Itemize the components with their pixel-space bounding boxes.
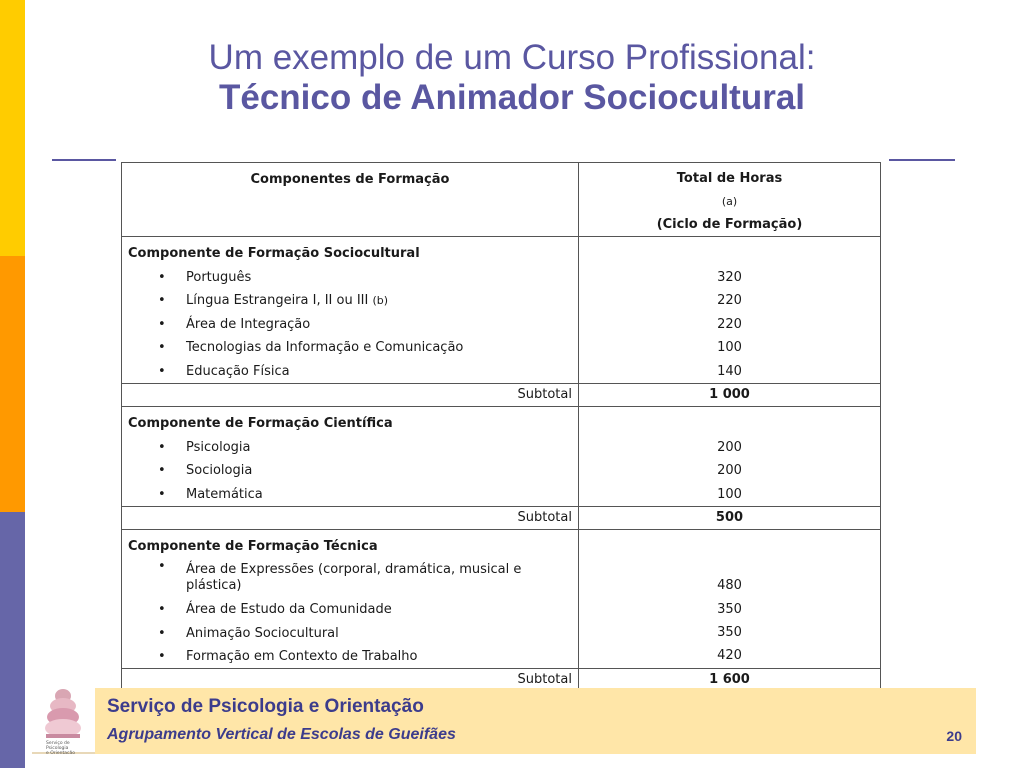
section-cell bbox=[122, 530, 579, 669]
hours-value: 320 bbox=[717, 270, 742, 285]
section-name: Componente de Formação Técnica bbox=[128, 539, 378, 555]
section-items bbox=[128, 559, 578, 668]
subtotal-row bbox=[122, 507, 881, 530]
section-name: Componente de Formação Científica bbox=[128, 416, 393, 432]
table-header-row bbox=[122, 163, 881, 237]
section-items bbox=[128, 266, 578, 383]
slide-title-line2: Técnico de Animador Sociocultural bbox=[218, 78, 806, 117]
list-item: • Área de Estudo da Comunidade bbox=[128, 598, 578, 621]
course-table bbox=[121, 162, 881, 715]
subtotal-row bbox=[122, 384, 881, 407]
header-hours bbox=[579, 163, 881, 237]
hours-value: 100 bbox=[717, 486, 742, 502]
subtotal-value: 1 000 bbox=[579, 384, 881, 407]
hours-value: 350 bbox=[717, 601, 742, 617]
list-item: • Área de Expressões (corporal, dramática, musical e plástica) bbox=[128, 559, 578, 598]
hours-value: 140 bbox=[717, 363, 742, 379]
section-cell bbox=[122, 407, 579, 507]
list-item: • Tecnologias da Informação e Comunicação bbox=[128, 336, 578, 359]
header-hours-label: Total de Horas bbox=[676, 171, 783, 186]
footer-band bbox=[95, 688, 976, 754]
subtotal-label: Subtotal bbox=[122, 507, 579, 530]
hours-value: 420 bbox=[717, 648, 742, 664]
list-item: • Língua Estrangeira I, II ou III (b) bbox=[128, 289, 578, 312]
section-hours-cell bbox=[579, 530, 881, 669]
hours-value: 200 bbox=[717, 440, 742, 456]
section-hours-cell bbox=[579, 407, 881, 507]
side-bar-purple bbox=[0, 512, 25, 768]
subtotal-label: Subtotal bbox=[122, 669, 579, 692]
page-number: 20 bbox=[946, 728, 962, 744]
hours-value: 200 bbox=[717, 463, 742, 479]
list-item: • Formação em Contexto de Trabalho bbox=[128, 645, 578, 668]
side-bar-yellow bbox=[0, 0, 25, 256]
hours-value: 220 bbox=[717, 316, 742, 332]
header-components: Componentes de Formação bbox=[122, 163, 579, 237]
section-items bbox=[128, 436, 578, 506]
svg-text:e Orientação: e Orientação bbox=[46, 751, 75, 754]
hours-value: 220 bbox=[717, 293, 742, 309]
section-row bbox=[122, 530, 881, 669]
list-item: • Animação Sociocultural bbox=[128, 622, 578, 645]
slide-title-line1: Um exemplo de um Curso Profissional: bbox=[208, 38, 816, 77]
footer-service-name: Serviço de Psicologia e Orientação bbox=[107, 696, 424, 717]
side-bar-orange bbox=[0, 256, 25, 512]
list-item: • Português bbox=[128, 266, 578, 289]
list-item: • Área de Integração bbox=[128, 313, 578, 336]
section-cell bbox=[122, 237, 579, 384]
spo-logo-icon bbox=[36, 684, 90, 754]
list-item: • Psicologia bbox=[128, 436, 578, 459]
slide-title bbox=[40, 38, 984, 118]
hours-value: 100 bbox=[717, 340, 742, 356]
title-rule-left bbox=[52, 159, 116, 161]
section-row bbox=[122, 237, 881, 384]
subtotal-value: 1 600 bbox=[579, 669, 881, 692]
section-name: Componente de Formação Sociocultural bbox=[128, 246, 420, 261]
hours-value: 480 bbox=[717, 578, 742, 594]
section-hours-cell bbox=[579, 237, 881, 384]
title-rule-right bbox=[889, 159, 955, 161]
footer-school-name: Agrupamento Vertical de Escolas de Gueifães bbox=[107, 726, 456, 743]
svg-text:Psicologia: Psicologia bbox=[46, 746, 69, 751]
header-hours-note: (a) bbox=[721, 195, 738, 208]
header-hours-cycle: (Ciclo de Formação) bbox=[656, 217, 803, 232]
list-item: • Educação Física bbox=[128, 360, 578, 383]
hours-value: 350 bbox=[717, 625, 742, 641]
list-item: • Sociologia bbox=[128, 459, 578, 482]
section-row bbox=[122, 407, 881, 507]
subtotal-value: 500 bbox=[579, 507, 881, 530]
subtotal-label: Subtotal bbox=[122, 384, 579, 407]
svg-text:Serviço de: Serviço de bbox=[46, 741, 70, 746]
list-item: • Matemática bbox=[128, 483, 578, 506]
